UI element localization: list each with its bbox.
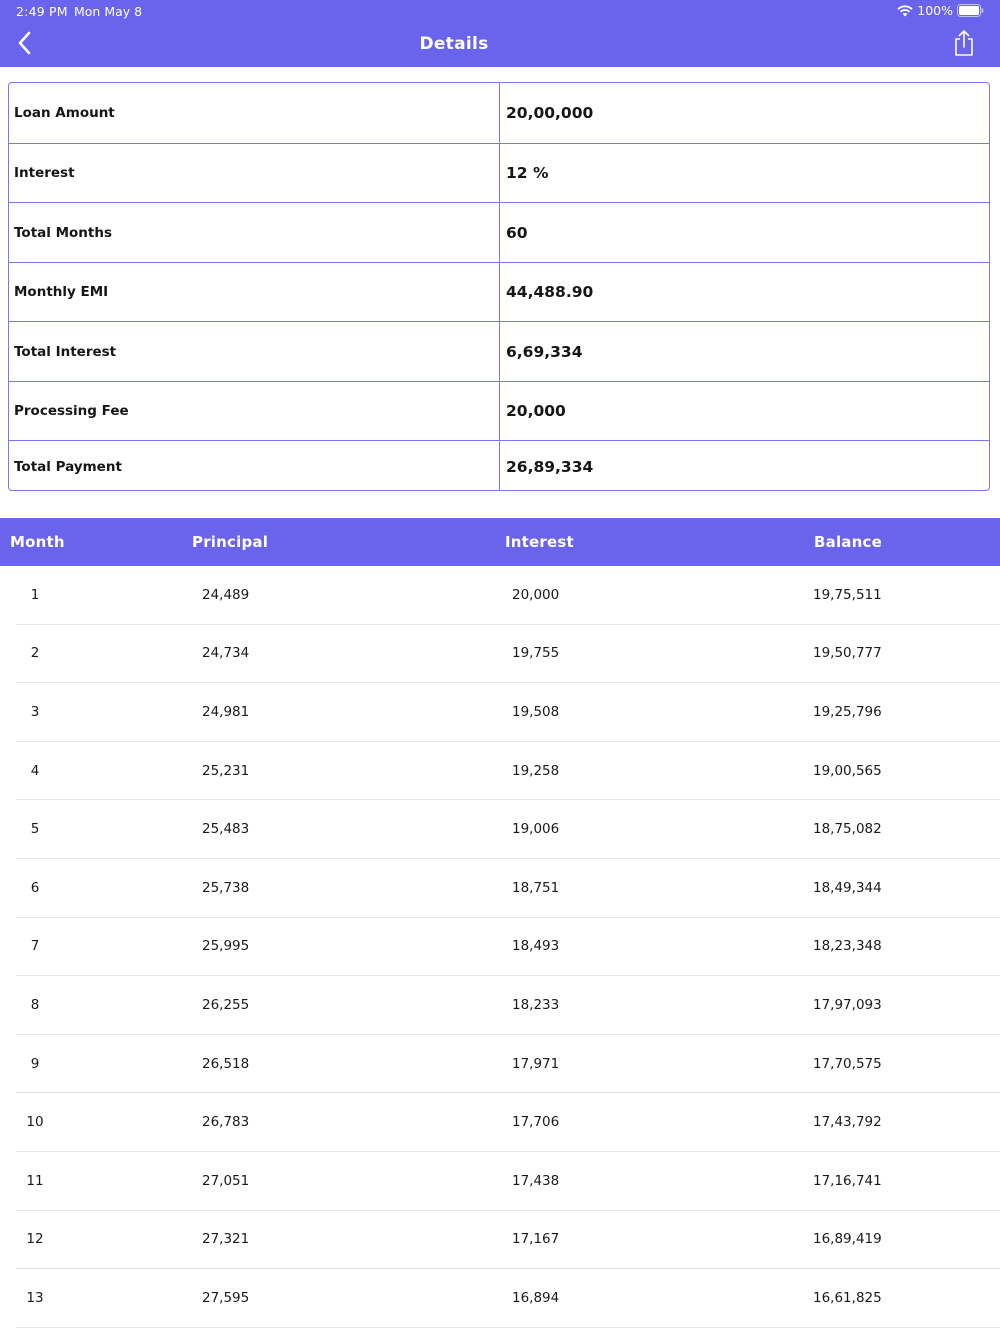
balance-cell: 18,75,082 <box>813 821 882 838</box>
table-row <box>16 566 1000 625</box>
summary-value: 6,69,334 <box>506 342 583 361</box>
month-cell: 8 <box>30 996 40 1013</box>
loan-summary-table <box>8 82 990 491</box>
column-divider <box>499 144 500 203</box>
summary-row-monthly-emi <box>9 262 989 322</box>
interest-cell: 18,493 <box>512 938 560 955</box>
summary-label: Total Payment <box>14 458 122 475</box>
interest-cell: 17,167 <box>512 1231 560 1248</box>
summary-value: 20,00,000 <box>506 104 594 122</box>
summary-label: Total Interest <box>14 343 117 360</box>
principal-cell: 27,051 <box>202 1172 250 1189</box>
summary-label: Monthly EMI <box>14 284 109 300</box>
month-cell: 7 <box>30 938 40 955</box>
summary-label: Interest <box>14 165 75 181</box>
column-divider <box>499 83 500 143</box>
summary-label: Total Months <box>14 224 113 241</box>
table-row <box>16 1211 1000 1270</box>
column-header-month: Month <box>10 533 65 551</box>
share-button[interactable] <box>948 29 980 61</box>
navigation-header <box>0 0 1000 67</box>
balance-cell: 17,70,575 <box>813 1055 882 1072</box>
interest-cell: 17,971 <box>512 1055 560 1072</box>
balance-cell: 19,00,565 <box>813 762 882 779</box>
month-cell: 2 <box>30 645 40 662</box>
table-row <box>16 1035 1000 1094</box>
status-time: 2:49 PM <box>16 4 68 19</box>
interest-cell: 18,751 <box>512 879 560 896</box>
balance-cell: 16,89,419 <box>813 1231 882 1248</box>
summary-value: 20,000 <box>506 402 566 420</box>
summary-row-total-months <box>9 202 989 262</box>
column-divider <box>499 203 500 262</box>
month-cell: 6 <box>30 879 40 896</box>
principal-cell: 27,595 <box>202 1289 250 1306</box>
table-row <box>16 625 1000 684</box>
column-header-principal: Principal <box>192 533 269 551</box>
summary-row-processing-fee <box>9 381 989 441</box>
month-cell: 3 <box>30 703 40 720</box>
principal-cell: 25,483 <box>202 821 250 838</box>
battery-icon <box>957 4 984 17</box>
month-cell: 1 <box>30 586 40 603</box>
interest-cell: 20,000 <box>512 586 560 603</box>
principal-cell: 25,738 <box>202 879 250 896</box>
column-divider <box>499 263 500 322</box>
interest-cell: 17,438 <box>512 1172 560 1189</box>
table-row <box>16 859 1000 918</box>
table-row <box>16 918 1000 977</box>
column-divider <box>499 322 500 381</box>
table-row <box>16 1269 1000 1328</box>
balance-cell: 17,97,093 <box>813 996 882 1013</box>
balance-cell: 19,50,777 <box>813 645 882 662</box>
principal-cell: 26,255 <box>202 996 250 1013</box>
balance-cell: 19,25,796 <box>813 703 882 720</box>
balance-cell: 17,43,792 <box>813 1114 882 1131</box>
schedule-table-body[interactable] <box>0 566 1000 1328</box>
battery-percent: 100% <box>917 3 953 18</box>
principal-cell: 27,321 <box>202 1231 250 1248</box>
principal-cell: 26,783 <box>202 1114 250 1131</box>
summary-row-total-payment <box>9 440 989 491</box>
column-header-interest: Interest <box>505 533 574 551</box>
table-row <box>16 742 1000 801</box>
principal-cell: 25,995 <box>202 938 250 955</box>
column-divider <box>499 441 500 491</box>
summary-row-loan-amount <box>9 83 989 143</box>
balance-cell: 16,61,825 <box>813 1289 882 1306</box>
month-cell: 13 <box>26 1289 44 1306</box>
principal-cell: 24,734 <box>202 645 250 662</box>
table-row <box>16 1152 1000 1211</box>
interest-cell: 19,258 <box>512 762 560 779</box>
month-cell: 12 <box>26 1231 44 1248</box>
status-date: Mon May 8 <box>74 4 143 19</box>
interest-cell: 17,706 <box>512 1114 560 1131</box>
table-row <box>16 683 1000 742</box>
interest-cell: 19,508 <box>512 703 560 720</box>
summary-value: 44,488.90 <box>506 283 594 301</box>
month-cell: 10 <box>26 1114 44 1131</box>
summary-value: 60 <box>506 223 528 242</box>
balance-cell: 18,49,344 <box>813 879 882 896</box>
balance-cell: 19,75,511 <box>813 586 882 603</box>
interest-cell: 19,755 <box>512 645 560 662</box>
summary-value: 12 % <box>506 164 549 182</box>
month-cell: 5 <box>30 821 40 838</box>
wifi-icon <box>897 5 913 17</box>
balance-cell: 17,16,741 <box>813 1172 882 1189</box>
month-cell: 9 <box>30 1055 40 1072</box>
table-row <box>16 1093 1000 1152</box>
summary-row-interest <box>9 143 989 203</box>
page-title: Details <box>419 34 489 54</box>
balance-cell: 18,23,348 <box>813 938 882 955</box>
principal-cell: 26,518 <box>202 1055 250 1072</box>
column-divider <box>499 382 500 441</box>
summary-row-total-interest <box>9 321 989 381</box>
interest-cell: 16,894 <box>512 1289 560 1306</box>
principal-cell: 24,981 <box>202 703 250 720</box>
summary-value: 26,89,334 <box>506 457 594 476</box>
principal-cell: 24,489 <box>202 586 250 603</box>
table-row <box>16 800 1000 859</box>
interest-cell: 18,233 <box>512 996 560 1013</box>
table-row <box>16 976 1000 1035</box>
schedule-table-header <box>0 518 1000 566</box>
month-cell: 4 <box>30 762 40 779</box>
summary-label: Loan Amount <box>14 105 115 121</box>
interest-cell: 19,006 <box>512 821 560 838</box>
status-indicators <box>897 3 984 18</box>
principal-cell: 25,231 <box>202 762 250 779</box>
summary-label: Processing Fee <box>14 403 129 419</box>
column-header-balance: Balance <box>814 533 882 551</box>
share-icon <box>953 29 975 61</box>
month-cell: 11 <box>26 1172 44 1189</box>
